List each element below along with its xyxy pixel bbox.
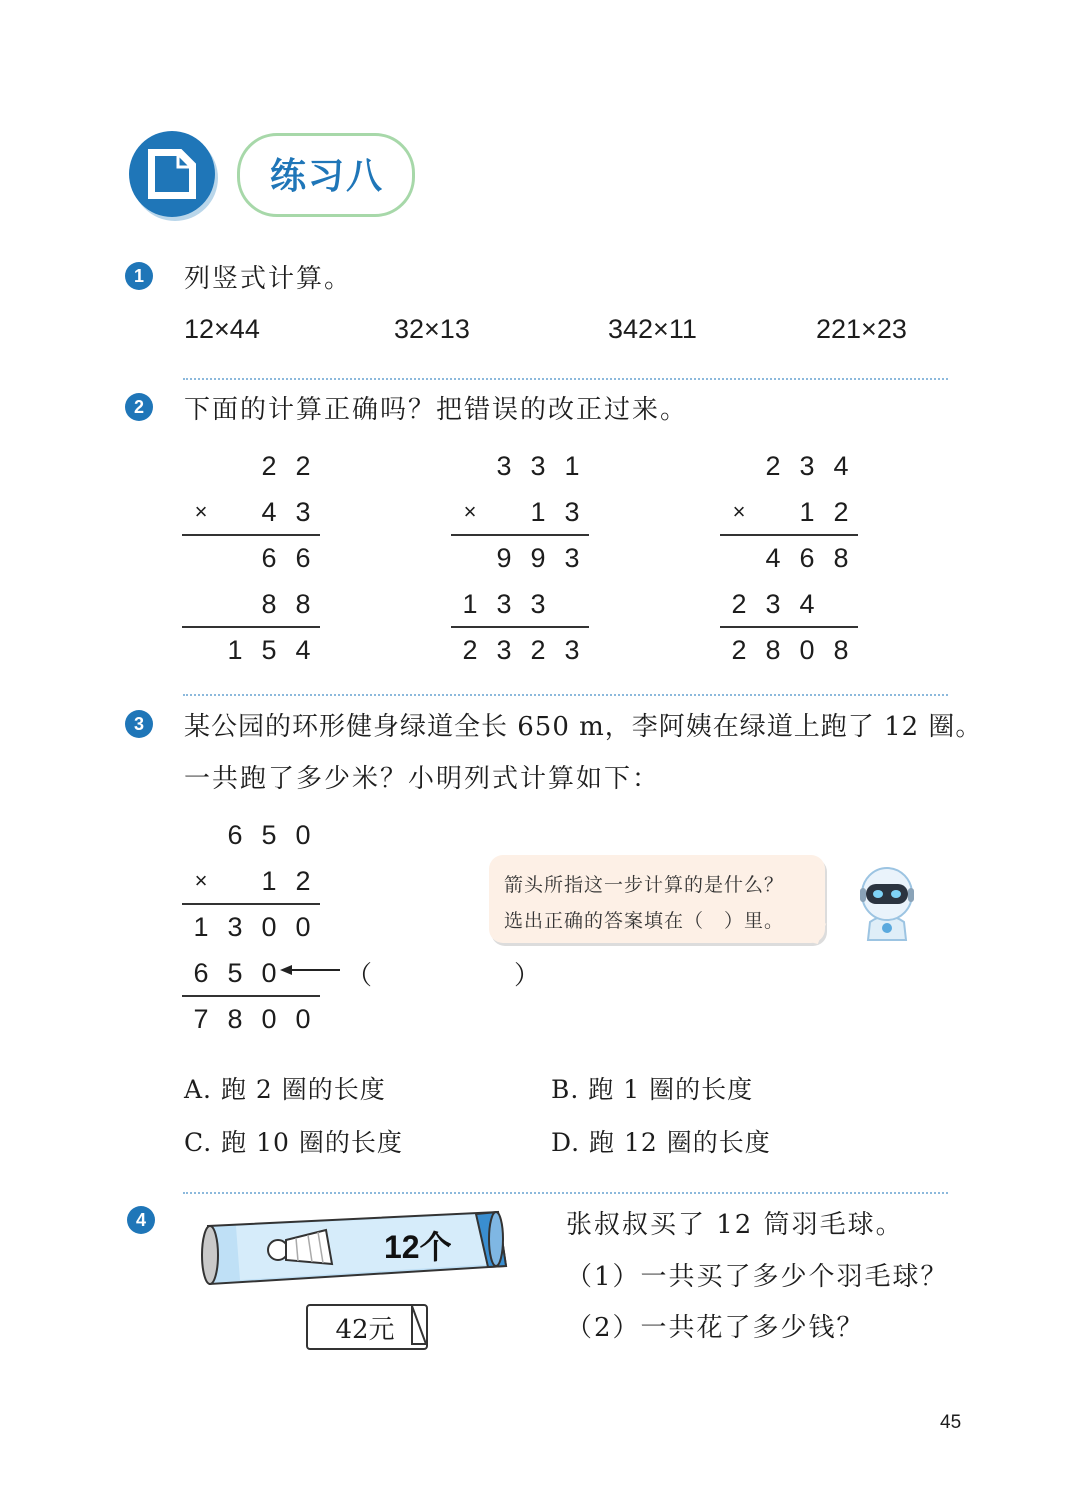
calc-underline-q2-3 xyxy=(720,626,858,628)
q1-prompt: 列竖式计算。 xyxy=(184,264,353,294)
calc-digit-q2-2: 1 xyxy=(564,451,580,481)
calc-digit-q2-3: × xyxy=(732,499,746,524)
q2-prompt: 下面的计算正确吗？把错误的改正过来。 xyxy=(184,395,689,425)
calc-digit-q3: 8 xyxy=(227,1004,243,1034)
calc-digit-q2-2: 1 xyxy=(530,497,546,527)
calc-digit-q2-1: 2 xyxy=(295,451,311,481)
calc-digit-q2-3: 2 xyxy=(731,589,747,619)
calc-digit-q2-3: 6 xyxy=(799,543,815,573)
calc-digit-q3: 1 xyxy=(261,866,277,896)
document-icon xyxy=(145,146,199,202)
calc-underline-q3 xyxy=(182,995,320,997)
calc-digit-q2-1: 8 xyxy=(261,589,277,619)
q1-expression-1: 12×44 xyxy=(184,314,260,344)
calc-underline-q3 xyxy=(182,903,320,905)
answer-blank[interactable]: （ ） xyxy=(346,961,543,991)
calc-digit-q2-3: 3 xyxy=(765,589,781,619)
calc-digit-q2-3: 4 xyxy=(833,451,849,481)
q4-line-3: （2）一共花了多少钱？ xyxy=(566,1313,865,1343)
q3-line-1: 某公园的环形健身绿道全长 650 m，李阿姨在绿道上跑了 12 圈。 xyxy=(184,712,983,742)
question-number-4: 4 xyxy=(127,1206,155,1234)
calc-underline-q2-3 xyxy=(720,534,858,536)
option-a[interactable]: A. 跑 2 圈的长度 xyxy=(184,1075,386,1104)
calc-digit-q3: 3 xyxy=(227,912,243,942)
calc-digit-q3: 0 xyxy=(261,1004,277,1034)
bubble-line-1: 箭头所指这一步计算的是什么？ xyxy=(504,874,785,896)
calc-digit-q2-3: 0 xyxy=(799,635,815,665)
calc-digit-q2-2: × xyxy=(463,499,477,524)
page-title: 练习八 xyxy=(270,156,385,197)
calc-digit-q2-2: 1 xyxy=(462,589,478,619)
calc-underline-q2-1 xyxy=(182,534,320,536)
calc-digit-q3: 0 xyxy=(295,912,311,942)
calc-digit-q2-1: 2 xyxy=(261,451,277,481)
calc-digit-q2-3: 2 xyxy=(765,451,781,481)
q4-line-2: （1）一共买了多少个羽毛球？ xyxy=(566,1262,949,1292)
question-number-2: 2 xyxy=(125,393,153,421)
calc-underline-q2-1 xyxy=(182,626,320,628)
calc-digit-q2-2: 2 xyxy=(530,635,546,665)
calc-digit-q2-2: 2 xyxy=(462,635,478,665)
shuttlecock-tube-icon xyxy=(196,1206,512,1288)
q1-expression-2: 32×13 xyxy=(394,314,470,344)
tube-label: 12个 xyxy=(384,1229,452,1265)
calc-digit-q3: 5 xyxy=(261,820,277,850)
calc-digit-q2-2: 3 xyxy=(564,543,580,573)
calc-digit-q2-2: 3 xyxy=(496,635,512,665)
calc-digit-q2-2: 3 xyxy=(564,497,580,527)
calc-digit-q3: 6 xyxy=(227,820,243,850)
calc-digit-q2-3: 1 xyxy=(799,497,815,527)
q1-expression-3: 342×11 xyxy=(608,314,697,344)
question-number-3: 3 xyxy=(125,710,153,738)
calc-digit-q2-1: 6 xyxy=(295,543,311,573)
calc-digit-q2-1: × xyxy=(194,499,208,524)
bubble-line-2: 选出正确的答案填在（ ）里。 xyxy=(504,910,785,932)
q1-expression-4: 221×23 xyxy=(816,314,907,344)
option-c[interactable]: C. 跑 10 圈的长度 xyxy=(184,1128,403,1157)
calc-digit-q2-2: 3 xyxy=(496,589,512,619)
page-number: 45 xyxy=(940,1412,962,1433)
calc-digit-q2-1: 5 xyxy=(261,635,277,665)
calc-digit-q2-1: 4 xyxy=(295,635,311,665)
document-icon-badge xyxy=(129,131,215,217)
option-d[interactable]: D. 跑 12 圈的长度 xyxy=(551,1128,771,1157)
calc-digit-q2-2: 3 xyxy=(530,451,546,481)
calc-digit-q2-2: 3 xyxy=(496,451,512,481)
calc-digit-q2-2: 3 xyxy=(530,589,546,619)
option-b[interactable]: B. 跑 1 圈的长度 xyxy=(551,1075,754,1104)
q4-line-1: 张叔叔买了 12 筒羽毛球。 xyxy=(566,1210,904,1240)
calc-digit-q3: 6 xyxy=(193,958,209,988)
divider xyxy=(183,378,948,380)
calc-digit-q3: 2 xyxy=(295,866,311,896)
price-text: 42元 xyxy=(335,1315,395,1345)
question-number-1: 1 xyxy=(125,262,153,290)
calc-digit-q3: × xyxy=(194,868,208,893)
calc-digit-q3: 0 xyxy=(295,1004,311,1034)
calc-digit-q2-1: 6 xyxy=(261,543,277,573)
calc-underline-q2-2 xyxy=(451,626,589,628)
calc-digit-q2-1: 3 xyxy=(295,497,311,527)
robot-icon xyxy=(856,862,918,942)
calc-underline-q2-2 xyxy=(451,534,589,536)
calc-digit-q2-3: 8 xyxy=(765,635,781,665)
calc-digit-q3: 0 xyxy=(261,912,277,942)
divider xyxy=(183,1192,948,1194)
calc-digit-q2-3: 4 xyxy=(765,543,781,573)
calc-digit-q2-2: 9 xyxy=(496,543,512,573)
calc-digit-q2-3: 8 xyxy=(833,543,849,573)
calc-digit-q2-3: 2 xyxy=(731,635,747,665)
calc-digit-q3: 0 xyxy=(295,820,311,850)
calc-digit-q2-1: 1 xyxy=(227,635,243,665)
arrow-left-icon xyxy=(280,962,342,978)
q3-line-2: 一共跑了多少米？小明列式计算如下： xyxy=(184,764,661,794)
calc-digit-q2-3: 3 xyxy=(799,451,815,481)
calc-digit-q2-2: 9 xyxy=(530,543,546,573)
calc-digit-q3: 1 xyxy=(193,912,209,942)
calc-digit-q3: 0 xyxy=(261,958,277,988)
divider xyxy=(183,694,948,696)
calc-digit-q2-3: 4 xyxy=(799,589,815,619)
calc-digit-q2-3: 2 xyxy=(833,497,849,527)
calc-digit-q2-3: 8 xyxy=(833,635,849,665)
calc-digit-q2-1: 4 xyxy=(261,497,277,527)
calc-digit-q3: 5 xyxy=(227,958,243,988)
calc-digit-q2-2: 3 xyxy=(564,635,580,665)
calc-digit-q3: 7 xyxy=(193,1004,209,1034)
calc-digit-q2-1: 8 xyxy=(295,589,311,619)
